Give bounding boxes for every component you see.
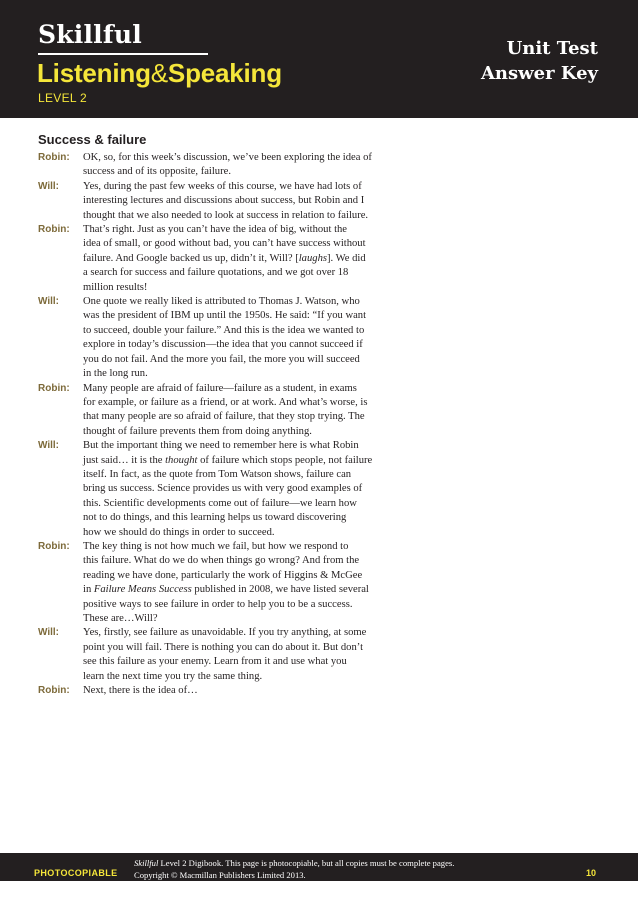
transcript-turn <box>38 223 418 295</box>
page-header <box>0 0 638 118</box>
utterance-line: OK, so, for this week’s discussion, we’ve been exploring the idea of <box>83 152 372 163</box>
transcript-turn <box>38 439 418 540</box>
speaker-label: Will: <box>38 296 60 308</box>
speaker-label: Robin: <box>38 540 70 552</box>
utterance-line: These are…Will? <box>83 613 158 624</box>
brand-speaking: Speaking <box>167 58 282 88</box>
utterance-line: explore in today’s discussion—the idea that you cannot succeed if <box>83 339 363 351</box>
copyright-line-1: Skillful Level 2 Digibook. This page is photocopiable, but all copies must be complete pages. <box>134 858 455 868</box>
doc-type-line2: Answer Key <box>480 63 598 84</box>
utterance-text <box>83 223 418 295</box>
utterance-line: see this failure as your enemy. Learn from it and use what you <box>83 656 347 668</box>
utterance-line: The key thing is not how much we fail, but how we respond to <box>83 540 349 552</box>
utterance-text <box>83 540 418 626</box>
brand-skillful: Skillful <box>38 20 142 49</box>
utterance-line: to succeed, double your failure.” And this is the idea we wanted to <box>83 324 365 336</box>
utterance-line: itself. In fact, as the quote from Tom Watson shows, failure can <box>83 468 352 480</box>
utterance-line: that many people are so afraid of failure, that they stop trying. The <box>83 411 365 423</box>
utterance-line: positive ways to see failure in order to help you to be a success. <box>83 598 353 610</box>
speaker-label: Robin: <box>38 224 70 236</box>
speaker-label: Will: <box>38 180 60 192</box>
utterance-text <box>83 180 418 223</box>
speaker-label: Robin: <box>38 152 70 163</box>
utterance-text <box>83 439 418 540</box>
utterance-line: Yes, during the past few weeks of this course, we have had lots of <box>83 180 362 192</box>
copyright-note <box>134 858 554 881</box>
transcript-turn <box>38 382 418 440</box>
utterance-text <box>83 382 418 440</box>
speaker-label: Robin: <box>38 382 70 394</box>
utterance-line: thought of failure prevents them from doing anything. <box>83 425 312 437</box>
utterance-line: Next, there is the idea of… <box>83 685 198 697</box>
utterance-line: just said… it is the thought of failure which stops people, not failure <box>83 454 373 466</box>
utterance-line: bring us success. Science provides us with very good examples of <box>83 483 363 495</box>
utterance-line: One quote we really liked is attributed to Thomas J. Watson, who <box>83 296 360 308</box>
speaker-label: Will: <box>38 627 60 639</box>
utterance-text <box>83 684 418 698</box>
transcript <box>38 151 418 698</box>
utterance-line: success and of its opposite, failure. <box>83 166 231 178</box>
brand-listening: Listening <box>37 58 151 88</box>
utterance-line: you do not fail. And the more you fail, the more you will succeed <box>83 353 360 365</box>
doc-type-line1: Unit Test <box>506 38 598 59</box>
brand-rule <box>38 53 208 55</box>
utterance-line: idea of small, or good without bad, you can’t have success without <box>83 238 366 250</box>
utterance-line: this failure. What do we do when things go wrong? And from the <box>83 555 360 567</box>
utterance-text <box>83 626 418 684</box>
utterance-line: was the president of IBM up until the 1950s. He said: “If you want <box>83 310 367 322</box>
utterance-line: in Failure Means Success published in 2008, we have listed several <box>83 584 369 596</box>
utterance-line: thought that we also needed to look at success in relation to failure. <box>83 209 369 221</box>
brand-ampersand: & <box>150 58 168 88</box>
utterance-line: But the important thing we need to remember here is what Robin <box>83 440 359 452</box>
section-title: Success & failure <box>38 132 147 147</box>
utterance-line: interesting lectures and discussions about success, but Robin and I <box>83 195 365 207</box>
doc-type <box>481 36 598 86</box>
utterance-text <box>83 151 418 180</box>
utterance-line: not to do things, and this learning helps us toward discovering <box>83 512 347 524</box>
speaker-label: Robin: <box>38 685 70 697</box>
utterance-line: for example, or failure as a friend, or at work. And what’s worse, is <box>83 396 368 408</box>
brand-listening-speaking <box>37 58 282 89</box>
utterance-line: Yes, firstly, see failure as unavoidable. If you try anything, at some <box>83 627 367 639</box>
transcript-turn <box>38 180 418 223</box>
utterance-line: this. Scientific developments come out of failure—we learn how <box>83 497 357 509</box>
utterance-line: That’s right. Just as you can’t have the idea of big, without the <box>83 224 348 236</box>
utterance-line: learn the next time you try the same thing. <box>83 670 263 682</box>
transcript-turn <box>38 540 418 626</box>
copyright-line-2: Copyright © Macmillan Publishers Limited 2013. <box>134 869 306 880</box>
utterance-text <box>83 295 418 381</box>
utterance-line: a search for success and failure quotations, and we got over 18 <box>83 267 349 279</box>
photocopiable-label: PHOTOCOPIABLE <box>34 868 118 878</box>
utterance-line: failure. And Google backed us up, didn’t it, Will? [laughs]. We did <box>83 252 366 264</box>
utterance-line: point you will fail. There is nothing you can do about it. But don’t <box>83 641 364 653</box>
utterance-line: reading we have done, particularly the work of Higgins & McGee <box>83 569 363 581</box>
transcript-turn <box>38 151 418 180</box>
transcript-turn <box>38 295 418 381</box>
transcript-turn <box>38 626 418 684</box>
level-label: LEVEL 2 <box>38 91 88 105</box>
utterance-line: in the long run. <box>83 368 148 380</box>
speaker-label: Will: <box>38 440 60 452</box>
page-number: 10 <box>585 868 596 878</box>
utterance-line: Many people are afraid of failure—failure as a student, in exams <box>83 382 357 394</box>
utterance-line: how we should do things in order to succeed. <box>83 526 275 538</box>
utterance-line: million results! <box>83 281 148 293</box>
transcript-turn <box>38 684 418 698</box>
